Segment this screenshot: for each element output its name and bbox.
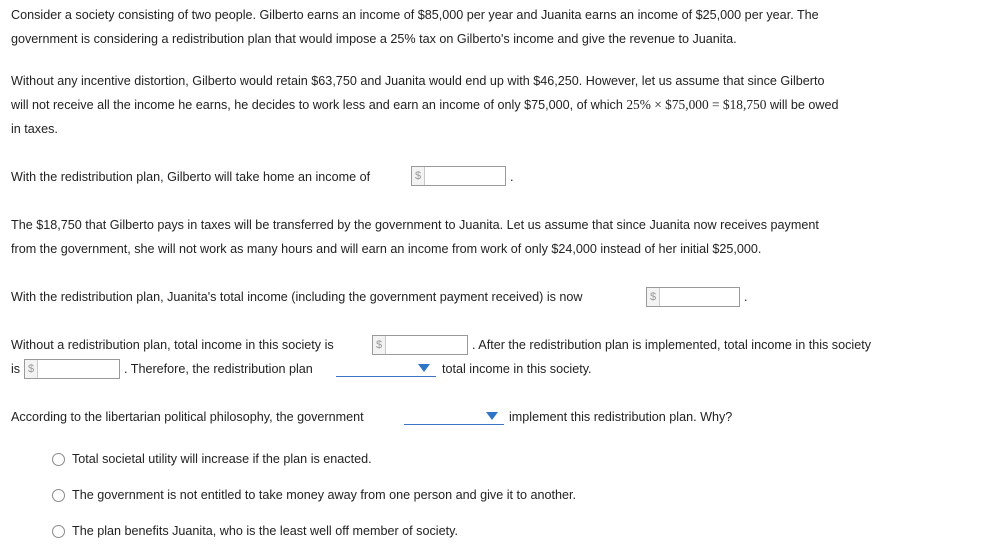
tax-equation: 25% × $75,000 = $18,750 <box>626 97 767 112</box>
chevron-down-icon <box>418 364 430 372</box>
incentive-line-1: Without any incentive distortion, Gilberto would retain $63,750 and Juanita would end up with $46,250. However, let us assume that since Gilberto <box>11 74 825 88</box>
intro-line-2: government is considering a redistribution plan that would impose a 25% tax on Gilberto's income and give the revenue to Juanita. <box>11 32 737 46</box>
question-3-prompt-b: . After the redistribution plan is implemented, total income in this society <box>472 338 871 352</box>
dollar-sign-label: $ <box>25 360 38 378</box>
question-4-prompt-a: According to the libertarian political philosophy, the government <box>11 410 364 424</box>
intro-line-1: Consider a society consisting of two people. Gilberto earns an income of $85,000 per year and Juanita earns an income of $25,000 per year. The <box>11 8 819 22</box>
total-income-before-input[interactable] <box>372 335 468 355</box>
question-1-prompt: With the redistribution plan, Gilberto will take home an income of <box>11 170 371 184</box>
chevron-down-icon <box>486 412 498 420</box>
transfer-line-2: from the government, she will not work as many hours and will earn an income from work of only $24,000 instead of her initial $25,000. <box>11 242 762 256</box>
question-2-prompt: With the redistribution plan, Juanita's total income (including the government payment received) is now <box>11 290 583 304</box>
radio-button[interactable] <box>52 525 65 538</box>
incentive-line-2 <box>11 97 839 113</box>
answer-option-label: The government is not entitled to take money away from one person and give it to another. <box>72 488 577 502</box>
dollar-sign-label: $ <box>412 167 425 185</box>
question-3-prompt-c: is <box>11 362 21 376</box>
gilberto-income-input[interactable] <box>411 166 506 186</box>
question-3-prompt-d: . Therefore, the redistribution plan <box>124 362 313 376</box>
plan-effect-dropdown[interactable] <box>336 359 436 377</box>
incentive-line-2-text: will not receive all the income he earns, he decides to work less and earn an income of only $75,000, of which <box>11 98 623 112</box>
radio-button[interactable] <box>52 453 65 466</box>
question-1-end: . <box>510 170 514 184</box>
dollar-sign-label: $ <box>373 336 386 354</box>
question-2-end: . <box>744 290 748 304</box>
incentive-line-2-tail: will be owed <box>769 98 839 112</box>
answer-option-label: The plan benefits Juanita, who is the least well off member of society. <box>72 524 458 538</box>
answer-option-label: Total societal utility will increase if the plan is enacted. <box>72 452 372 466</box>
dollar-sign-label: $ <box>647 288 660 306</box>
question-4-prompt-b: implement this redistribution plan. Why? <box>509 410 733 424</box>
transfer-line-1: The $18,750 that Gilberto pays in taxes will be transferred by the government to Juanita. Let us assume that since Juanita now receives payment <box>11 218 819 232</box>
question-3-prompt-a: Without a redistribution plan, total income in this society is <box>11 338 334 352</box>
radio-button[interactable] <box>52 489 65 502</box>
government-should-dropdown[interactable] <box>404 407 504 425</box>
juanita-income-input[interactable] <box>646 287 740 307</box>
total-income-after-input[interactable] <box>24 359 120 379</box>
incentive-line-3: in taxes. <box>11 122 58 136</box>
question-3-prompt-e: total income in this society. <box>442 362 592 376</box>
